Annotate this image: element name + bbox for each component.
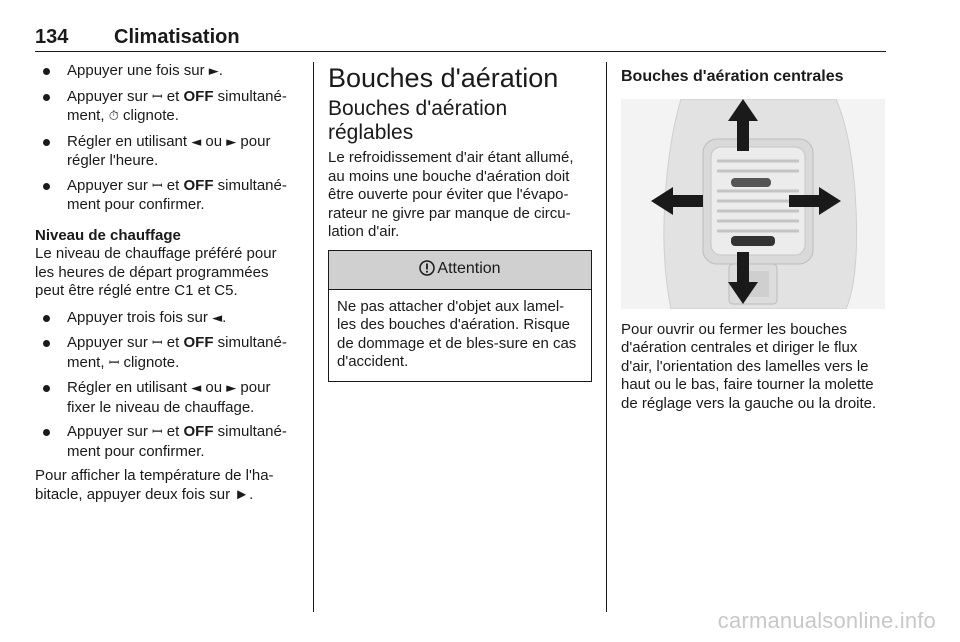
bullet-icon [43,94,50,101]
section-title: Bouches d'aération [328,63,559,93]
column-left [35,62,299,504]
column-middle [328,62,592,382]
bullet-list [35,309,299,462]
heater-icon: ꟷ [152,89,163,105]
page-number: 134 [35,26,69,48]
clock-icon: ⏱ [108,109,119,124]
paragraph: Pour ouvrir ou fermer les bouches d'aération centrales et diriger le flux d'air, l'orientation des lamelles vers le haut ou le bas, faire tourner la molette de réglage vers la gauche ou la droite. [621,320,877,412]
page-header [35,26,886,52]
paragraph: Pour afficher la température de l'ha-bitacle, appuyer deux fois sur ►. [35,467,274,503]
list-item: Régler en utilisant ◄ ou ► pour régler l'heure. [35,133,299,171]
heater-icon: ꟷ [152,178,163,194]
bullet-icon [43,340,50,347]
paragraph: Le niveau de chauffage préféré pour les heures de départ programmées peut être réglé entre C1 et C5. [35,245,277,299]
column-divider [606,62,607,612]
list-item: Appuyer une fois sur ►. [35,62,299,82]
list-item: Appuyer sur ꟷ et OFF simultané-ment pour confirmer. [35,177,299,215]
section-subtitle: Bouches d'aération réglables [328,97,508,144]
column-right [621,62,887,413]
list-item: Régler en utilisant ◄ ou ► pour fixer le niveau de chauffage. [35,379,299,417]
section-heading: Bouches d'aération centrales [621,68,844,85]
bullet-icon [43,429,50,436]
heater-icon: ꟷ [152,425,163,440]
list-item: Appuyer sur ꟷ et OFF simultané-ment, ꟷ clignote. [35,334,299,373]
bullet-icon [43,385,50,392]
list-item: Appuyer trois fois sur ◄. [35,309,299,329]
attention-title: Attention [437,260,501,278]
warning-icon [419,260,435,280]
subheading: Niveau de chauffage [35,226,181,244]
attention-header [329,251,591,290]
bullet-list [35,62,299,215]
list-item: Appuyer sur ꟷ et OFF simultané-ment pour confirmer. [35,423,299,461]
chapter-title: Climatisation [114,26,240,48]
bullet-icon [43,183,50,190]
heater-icon: ꟷ [108,355,120,371]
bullet-icon [43,139,50,146]
attention-text: Ne pas attacher d'objet aux lamel-les des bouches d'aération. Risque de dommage et de bles-sure en cas d'accident. [337,297,577,370]
watermark: carmanualsonline.info [717,608,936,633]
column-divider [313,62,314,612]
bullet-icon [43,315,50,322]
paragraph: Le refroidissement d'air étant allumé, au moins une bouche d'aération doit être ouverte pour éviter que l'évapo-rateur ne givre par manque de circu-lation d'air. [328,149,574,240]
list-item: Appuyer sur ꟷ et OFF simultané-ment, ⏱ clignote. [35,88,299,127]
attention-box [328,250,592,382]
central-air-vent-illustration [621,99,885,309]
bullet-icon [43,68,50,75]
heater-icon: ꟷ [152,336,163,351]
